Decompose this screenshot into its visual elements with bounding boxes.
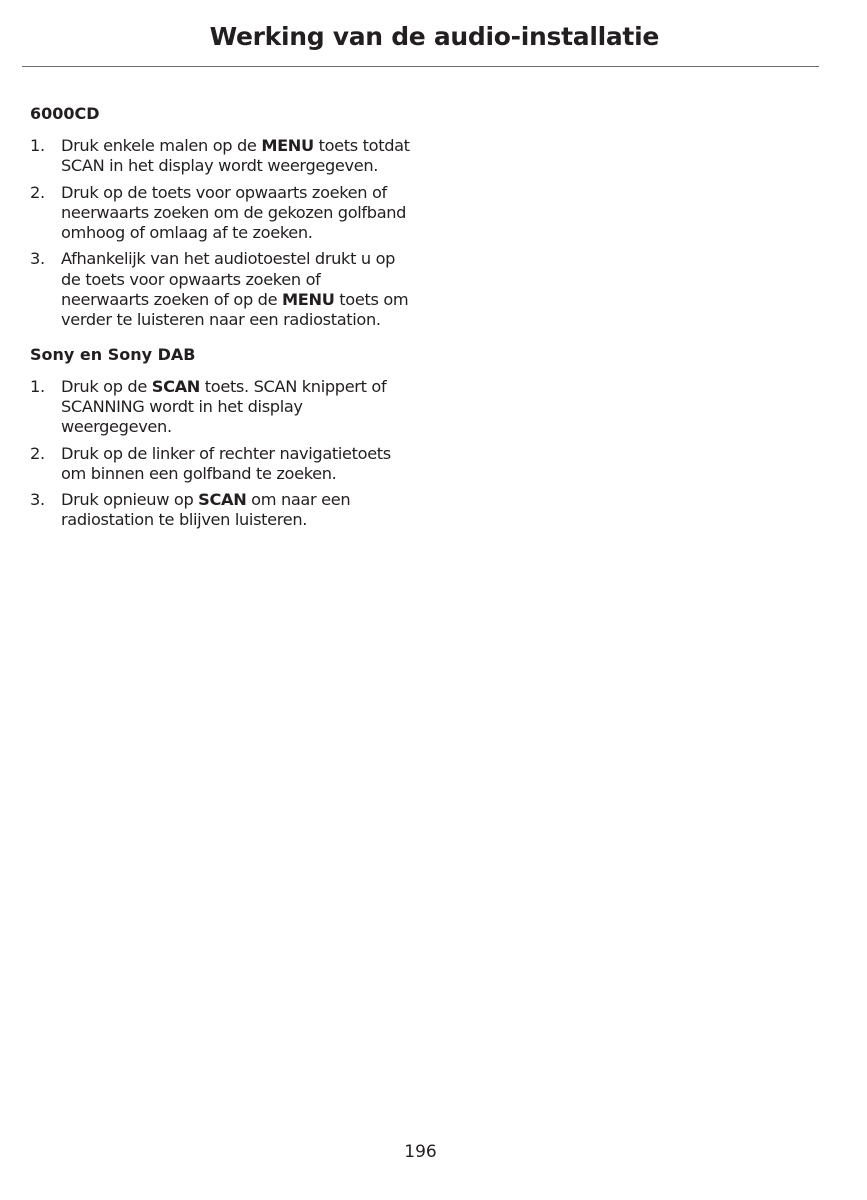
step-item [30,249,410,330]
step-text [61,377,386,437]
step-item [30,444,410,485]
step-text-bold: MENU [282,290,335,310]
step-text-bold: SCAN [198,490,247,510]
step-text-part: Druk op de [61,376,152,396]
step-text [61,249,408,329]
content-column [30,102,410,537]
step-text-part: Druk opnieuw op [61,490,199,510]
step-item [30,183,410,244]
page-number: 196 [404,1142,437,1162]
step-number: 1. [30,376,45,396]
step-text-bold: MENU [261,136,314,155]
step-text-part: toets om verder te luisteren naar een radiostation. [61,290,409,330]
step-text [61,490,350,529]
step-text-part: om naar een radiostation te blijven luisteren. [61,490,351,530]
step-text [61,183,406,243]
step-text-part: Afhankelijk van het audiotoestel drukt u op de toets voor opwaarts zoeken of neerwaarts zoeken of op de [61,249,396,310]
page-title: Werking van de audio-installatie [209,22,659,51]
page-header [22,18,819,67]
section-heading-sony: Sony en Sony DAB [30,344,196,364]
step-text-part: toets. SCAN knippert of SCANNING wordt in het display weergegeven. [61,376,387,437]
step-number: 3. [30,490,45,510]
step-number: 3. [30,249,45,269]
section-heading-6000cd: 6000CD [30,104,100,123]
step-number: 1. [30,136,45,155]
step-number: 2. [30,443,45,463]
step-text-bold: SCAN [151,376,200,396]
step-text-part: Druk op de toets voor opwaarts zoeken of neerwaarts zoeken om de gekozen golfband omhoog of omlaag af te zoeken. [61,182,407,243]
steps-list-6000cd [30,136,410,331]
step-item [30,490,410,531]
step-number: 2. [30,182,45,202]
steps-list-sony [30,377,410,531]
step-text-part: Druk enkele malen op de [61,136,262,155]
step-text-part: toets totdat SCAN in het display wordt weergegeven. [61,136,410,176]
step-text-part: Druk op de linker of rechter navigatietoets om binnen een golfband te zoeken. [61,443,391,483]
step-item [30,377,410,438]
step-item [30,136,410,177]
step-text [61,136,410,175]
step-text [61,444,391,483]
